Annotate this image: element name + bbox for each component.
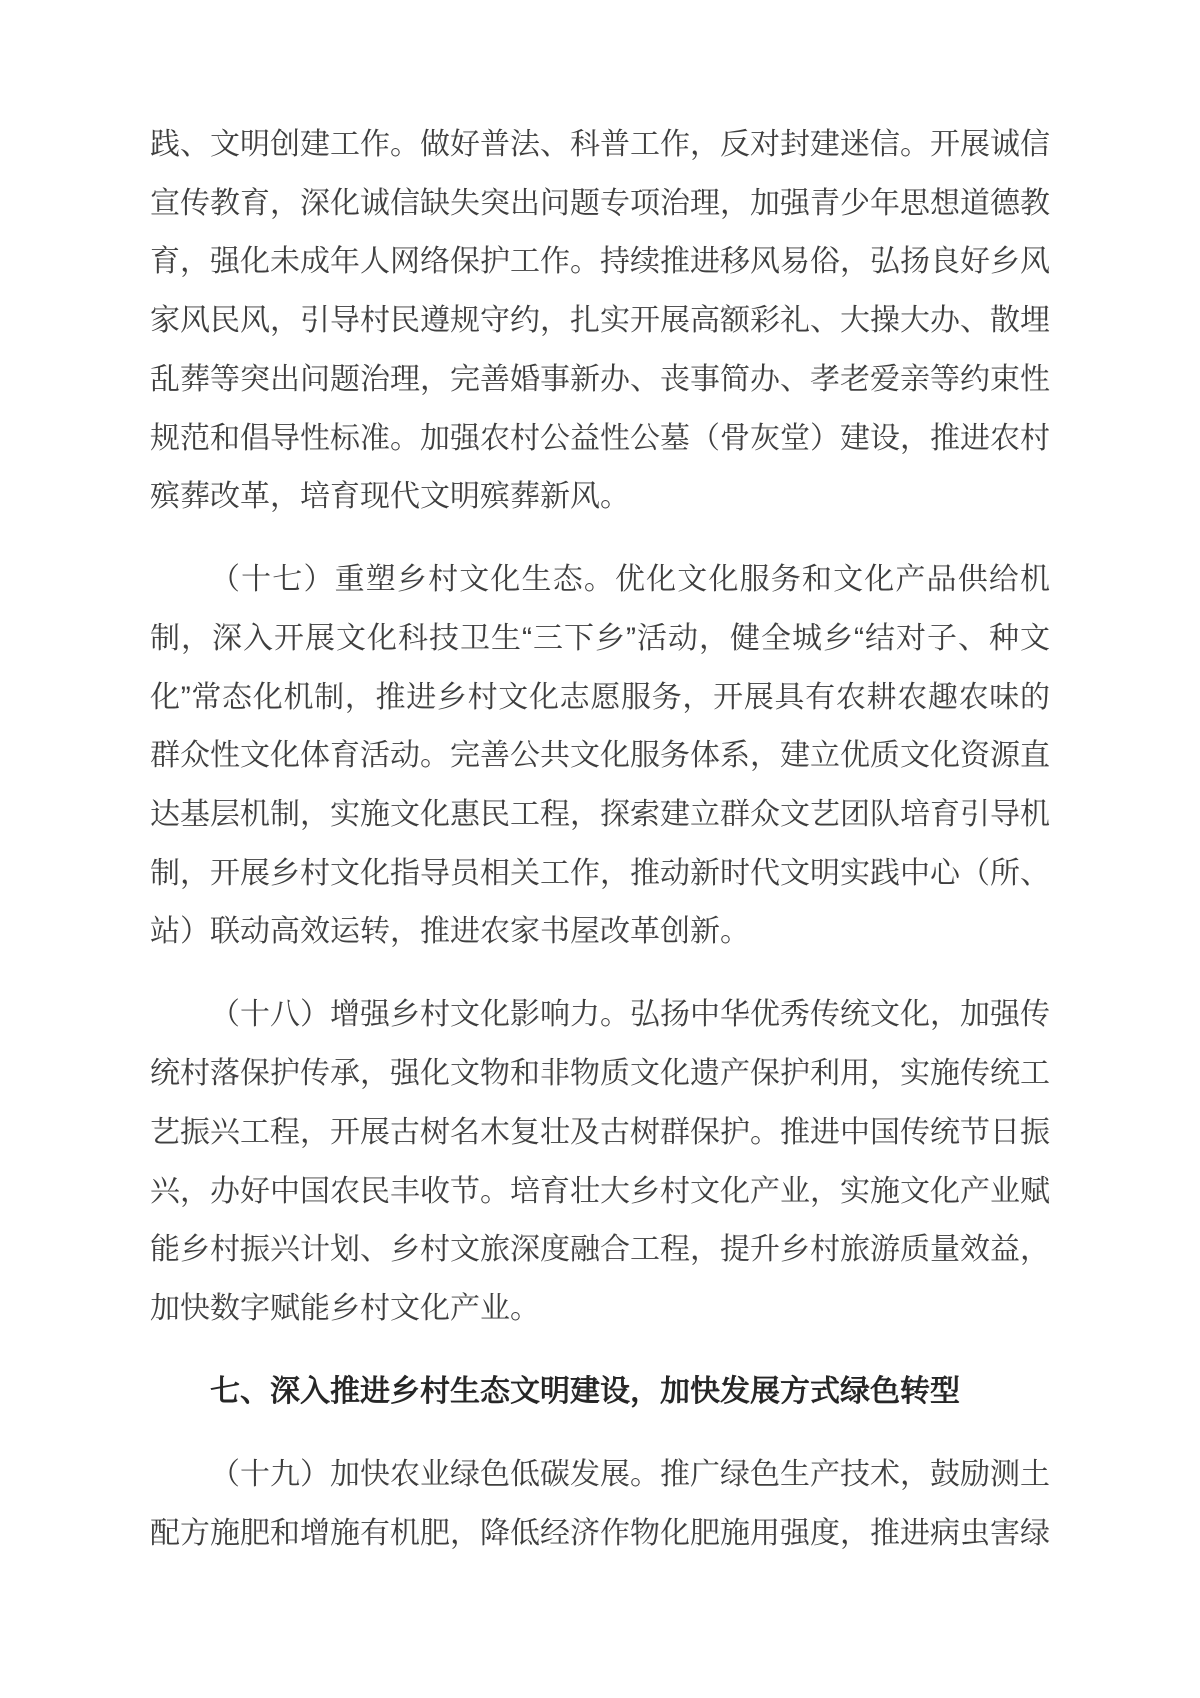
section-heading-7: 七、深入推进乡村生态文明建设，加快发展方式绿色转型 [210,1374,960,1408]
paragraph-continuation: 践、文明创建工作。做好普法、科普工作，反对封建迷信。开展诚信宣传教育，深化诚信缺失突出问题专项治理，加强青少年思想道德教育，强化未成年人网络保护工作。持续推进移风易俗，弘扬良好乡风家风民风，引导村民遵规守约，扎实开展高额彩礼、大操大办、散埋乱葬等突出问题治理，完善婚事新办、丧事简办、孝老爱亲等约束性规范和倡导性标准。加强农村公益性公墓（骨灰堂）建设，推进农村殡葬改革，培育现代文明殡葬新风。 [150,128,1050,514]
text-column [150,116,1050,1563]
paragraph-item-18: （十八）增强乡村文化影响力。弘扬中华优秀传统文化，加强传统村落保护传承，强化文物和非物质文化遗产保护利用，实施传统工艺振兴工程，开展古树名木复壮及古树群保护。推进中国传统节日振兴，办好中国农民丰收节。培育壮大乡村文化产业，实施文化产业赋能乡村振兴计划、乡村文旅深度融合工程，提升乡村旅游质量效益，加快数字赋能乡村文化产业。 [150,998,1050,1325]
paragraph-item-19: （十九）加快农业绿色低碳发展。推广绿色生产技术，鼓励测土配方施肥和增施有机肥，降低经济作物化肥施用强度，推进病虫害绿 [150,1457,1050,1550]
paragraph-item-17: （十七）重塑乡村文化生态。优化文化服务和文化产品供给机制，深入开展文化科技卫生“三下乡”活动，健全城乡“结对子、种文化”常态化机制，推进乡村文化志愿服务，开展具有农耕农趣农味的群众性文化体育活动。完善公共文化服务体系，建立优质文化资源直达基层机制，实施文化惠民工程，探索建立群众文艺团队培育引导机制，开展乡村文化指导员相关工作，推动新时代文明实践中心（所、站）联动高效运转，推进农家书屋改革创新。 [150,563,1050,949]
